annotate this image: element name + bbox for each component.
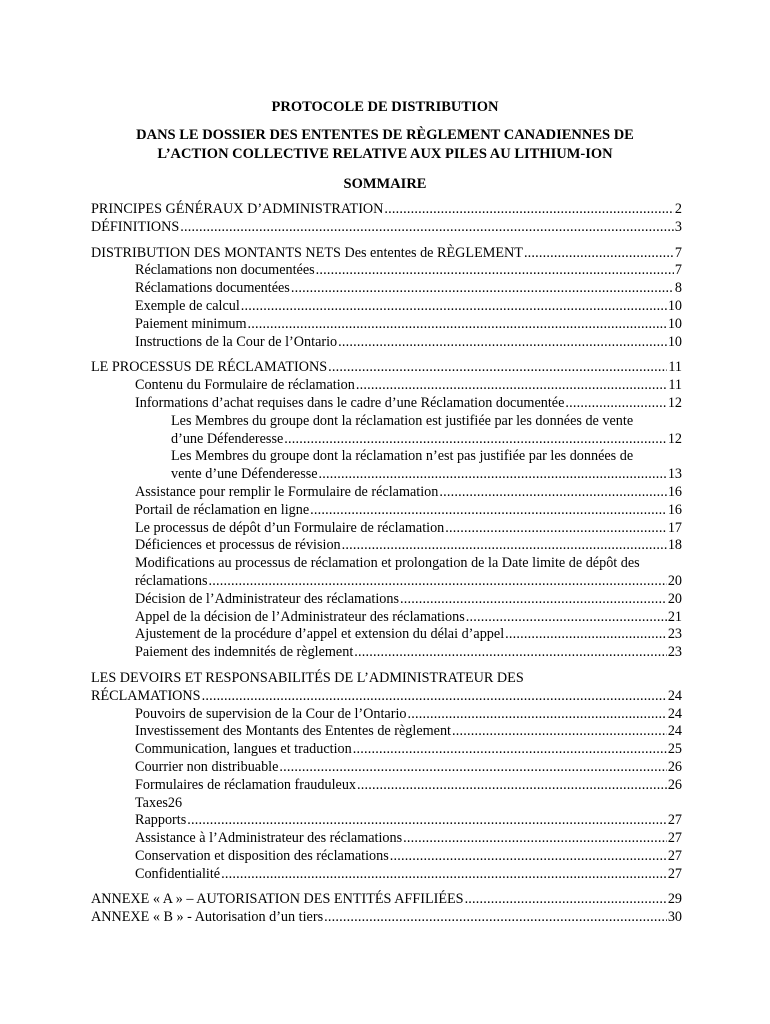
toc-entry[interactable]: [91, 723, 682, 741]
toc-entry-page: 12: [667, 394, 682, 411]
toc-entry-label: Formulaires de réclamation frauduleux: [135, 776, 357, 793]
toc-entry[interactable]: [91, 466, 682, 484]
toc-entry-page: 13: [667, 466, 682, 483]
toc-entry-label: Déficiences et processus de révision: [135, 537, 341, 554]
toc-entry[interactable]: [91, 537, 682, 555]
toc-entry-wrapped-line[interactable]: Les Membres du groupe dont la réclamation est justifiée par les données de vente: [171, 412, 634, 429]
toc-entry-label: Pouvoirs de supervision de la Cour de l’Ontario: [135, 705, 407, 722]
toc-entry-label: DÉFINITIONS: [91, 218, 180, 235]
toc-entry[interactable]: [91, 609, 682, 627]
toc-entry-page: 27: [667, 847, 682, 864]
toc-entry[interactable]: [91, 377, 682, 395]
table-of-contents: [91, 201, 682, 927]
toc-entry-label: Conservation et disposition des réclamations: [135, 847, 389, 864]
toc-entry-label: Réclamations documentées: [135, 280, 290, 297]
toc-entry-label: Assistance à l’Administrateur des réclamations: [135, 830, 403, 847]
toc-entry-page: 27: [667, 865, 682, 882]
toc-entry-wrapped-line[interactable]: Les Membres du groupe dont la réclamation n’est pas justifiée par les données de: [171, 448, 634, 465]
title-line-2: DANS LE DOSSIER DES ENTENTES DE RÈGLEMENT CANADIENNES DE: [136, 127, 634, 143]
title-line-3: L’ACTION COLLECTIVE RELATIVE AUX PILES AU LITHIUM-ION: [157, 146, 613, 162]
toc-entry-page: 12: [667, 430, 682, 447]
toc-entry[interactable]: [91, 812, 682, 830]
toc-entry-label: Ajustement de la procédure d’appel et extension du délai d’appel: [135, 626, 505, 643]
toc-entry[interactable]: [91, 777, 682, 795]
toc-entry[interactable]: [91, 395, 682, 413]
toc-entry[interactable]: [91, 484, 682, 502]
toc-entry[interactable]: [91, 909, 682, 927]
toc-entry[interactable]: [91, 359, 682, 377]
toc-entry-label: DISTRIBUTION DES MONTANTS NETS Des ententes de RÈGLEMENT: [91, 244, 523, 261]
toc-entry[interactable]: [91, 431, 682, 449]
toc-entry[interactable]: [91, 316, 682, 334]
toc-entry-page: 24: [667, 723, 682, 740]
toc-entry-label: Réclamations non documentées: [135, 262, 315, 279]
toc-entry-page: 16: [667, 501, 682, 518]
toc-entry-label: LE PROCESSUS DE RÉCLAMATIONS: [91, 359, 328, 376]
toc-entry[interactable]: [91, 201, 682, 219]
toc-entry-page: 10: [667, 333, 682, 350]
toc-entry-page: 24: [667, 705, 682, 722]
toc-entry-wrapped-line[interactable]: Modifications au processus de réclamation et prolongation de la Date limite de dépôt des: [135, 555, 640, 572]
toc-entry-page: 2: [674, 201, 682, 217]
toc-entry-page: 11: [668, 377, 682, 394]
toc-entry-page: 26: [667, 776, 682, 793]
toc-entry[interactable]: [91, 334, 682, 352]
toc-entry-label: Décision de l’Administrateur des réclamations: [135, 590, 399, 607]
toc-entry-page: 27: [667, 830, 682, 847]
toc-entry-label: ANNEXE « A » – AUTORISATION DES ENTITÉS AFFILIÉES: [91, 891, 464, 908]
toc-entry[interactable]: [91, 830, 682, 848]
toc-entry-page: 26: [667, 758, 682, 775]
toc-entry-label: Informations d’achat requises dans le cadre d’une Réclamation documentée: [135, 394, 565, 411]
toc-entry-label: Investissement des Montants des Ententes de règlement: [135, 723, 451, 740]
toc-entry-label: ANNEXE « B » - Autorisation d’un tiers: [91, 909, 324, 926]
toc-entry-page: 25: [667, 741, 682, 758]
toc-entry[interactable]: [91, 219, 682, 237]
toc-entry[interactable]: [91, 759, 682, 777]
toc-entry-label: Communication, langues et traduction: [135, 741, 352, 758]
toc-entry-label: Exemple de calcul: [135, 297, 240, 314]
toc-entry[interactable]: [91, 280, 682, 298]
title-line-1: PROTOCOLE DE DISTRIBUTION: [271, 99, 499, 115]
toc-entry-page: 20: [667, 572, 682, 589]
toc-entry-page: 10: [667, 315, 682, 332]
toc-entry[interactable]: [91, 848, 682, 866]
toc-entry-page: 29: [667, 891, 682, 908]
toc-entry-label: PRINCIPES GÉNÉRAUX D’ADMINISTRATION: [91, 201, 384, 217]
toc-entry-page: 8: [674, 280, 682, 297]
toc-entry-label: Le processus de dépôt d’un Formulaire de réclamation: [135, 519, 445, 536]
toc-entry[interactable]: [91, 741, 682, 759]
toc-entry-page: 16: [667, 483, 682, 500]
toc-entry[interactable]: [91, 245, 682, 263]
toc-entry-label: Rapports: [135, 812, 187, 829]
toc-entry[interactable]: [91, 520, 682, 538]
toc-entry-label: Contenu du Formulaire de réclamation: [135, 377, 355, 394]
toc-entry-page: 7: [674, 244, 682, 261]
toc-entry-label: Assistance pour remplir le Formulaire de réclamation: [135, 483, 439, 500]
summary-heading: SOMMAIRE: [343, 176, 427, 192]
toc-entry[interactable]: [91, 866, 682, 884]
toc-entry-page: 23: [667, 644, 682, 661]
toc-entry-page: 3: [674, 218, 682, 235]
toc-entry[interactable]: [91, 298, 682, 316]
toc-entry-page: 23: [667, 626, 682, 643]
toc-entry-page: 18: [667, 537, 682, 554]
toc-entry[interactable]: [91, 626, 682, 644]
document-title: [0, 98, 770, 194]
toc-entry-page: 27: [667, 812, 682, 829]
toc-entry-label: réclamations: [135, 572, 208, 589]
toc-entry[interactable]: [91, 262, 682, 280]
toc-entry-wrapped-line[interactable]: LES DEVOIRS ET RESPONSABILITÉS DE L’ADMINISTRATEUR DES: [91, 669, 524, 686]
toc-entry-page: 10: [667, 297, 682, 314]
toc-entry-page: 24: [667, 687, 682, 704]
toc-entry-label: Paiement minimum: [135, 315, 247, 332]
toc-entry-label: d’une Défenderesse: [171, 430, 284, 447]
toc-entry[interactable]: [91, 688, 682, 706]
toc-entry-label: Appel de la décision de l’Administrateur des réclamations: [135, 608, 465, 625]
toc-entry-page: 7: [674, 262, 682, 279]
toc-entry[interactable]: [91, 591, 682, 609]
toc-entry[interactable]: [91, 502, 682, 520]
toc-entry-label: Confidentialité: [135, 865, 221, 882]
toc-entry-page: 21: [667, 608, 682, 625]
toc-entry-label: Instructions de la Cour de l’Ontario: [135, 333, 338, 350]
toc-entry-page: 17: [667, 519, 682, 536]
toc-entry-label: Paiement des indemnités de règlement: [135, 644, 354, 661]
toc-entry-label: RÉCLAMATIONS: [91, 687, 201, 704]
toc-entry-label: vente d’une Défenderesse: [171, 466, 318, 483]
toc-entry[interactable]: [91, 573, 682, 591]
toc-entry[interactable]: [91, 706, 682, 724]
toc-entry-label: Courrier non distribuable: [135, 758, 279, 775]
toc-entry-taxes[interactable]: Taxes26: [135, 794, 183, 811]
toc-entry[interactable]: [91, 644, 682, 662]
toc-entry-page: 30: [667, 909, 682, 926]
toc-entry-page: 20: [667, 590, 682, 607]
toc-entry-label: Portail de réclamation en ligne: [135, 501, 310, 518]
toc-entry[interactable]: [91, 891, 682, 909]
toc-entry-page: 11: [668, 359, 682, 376]
